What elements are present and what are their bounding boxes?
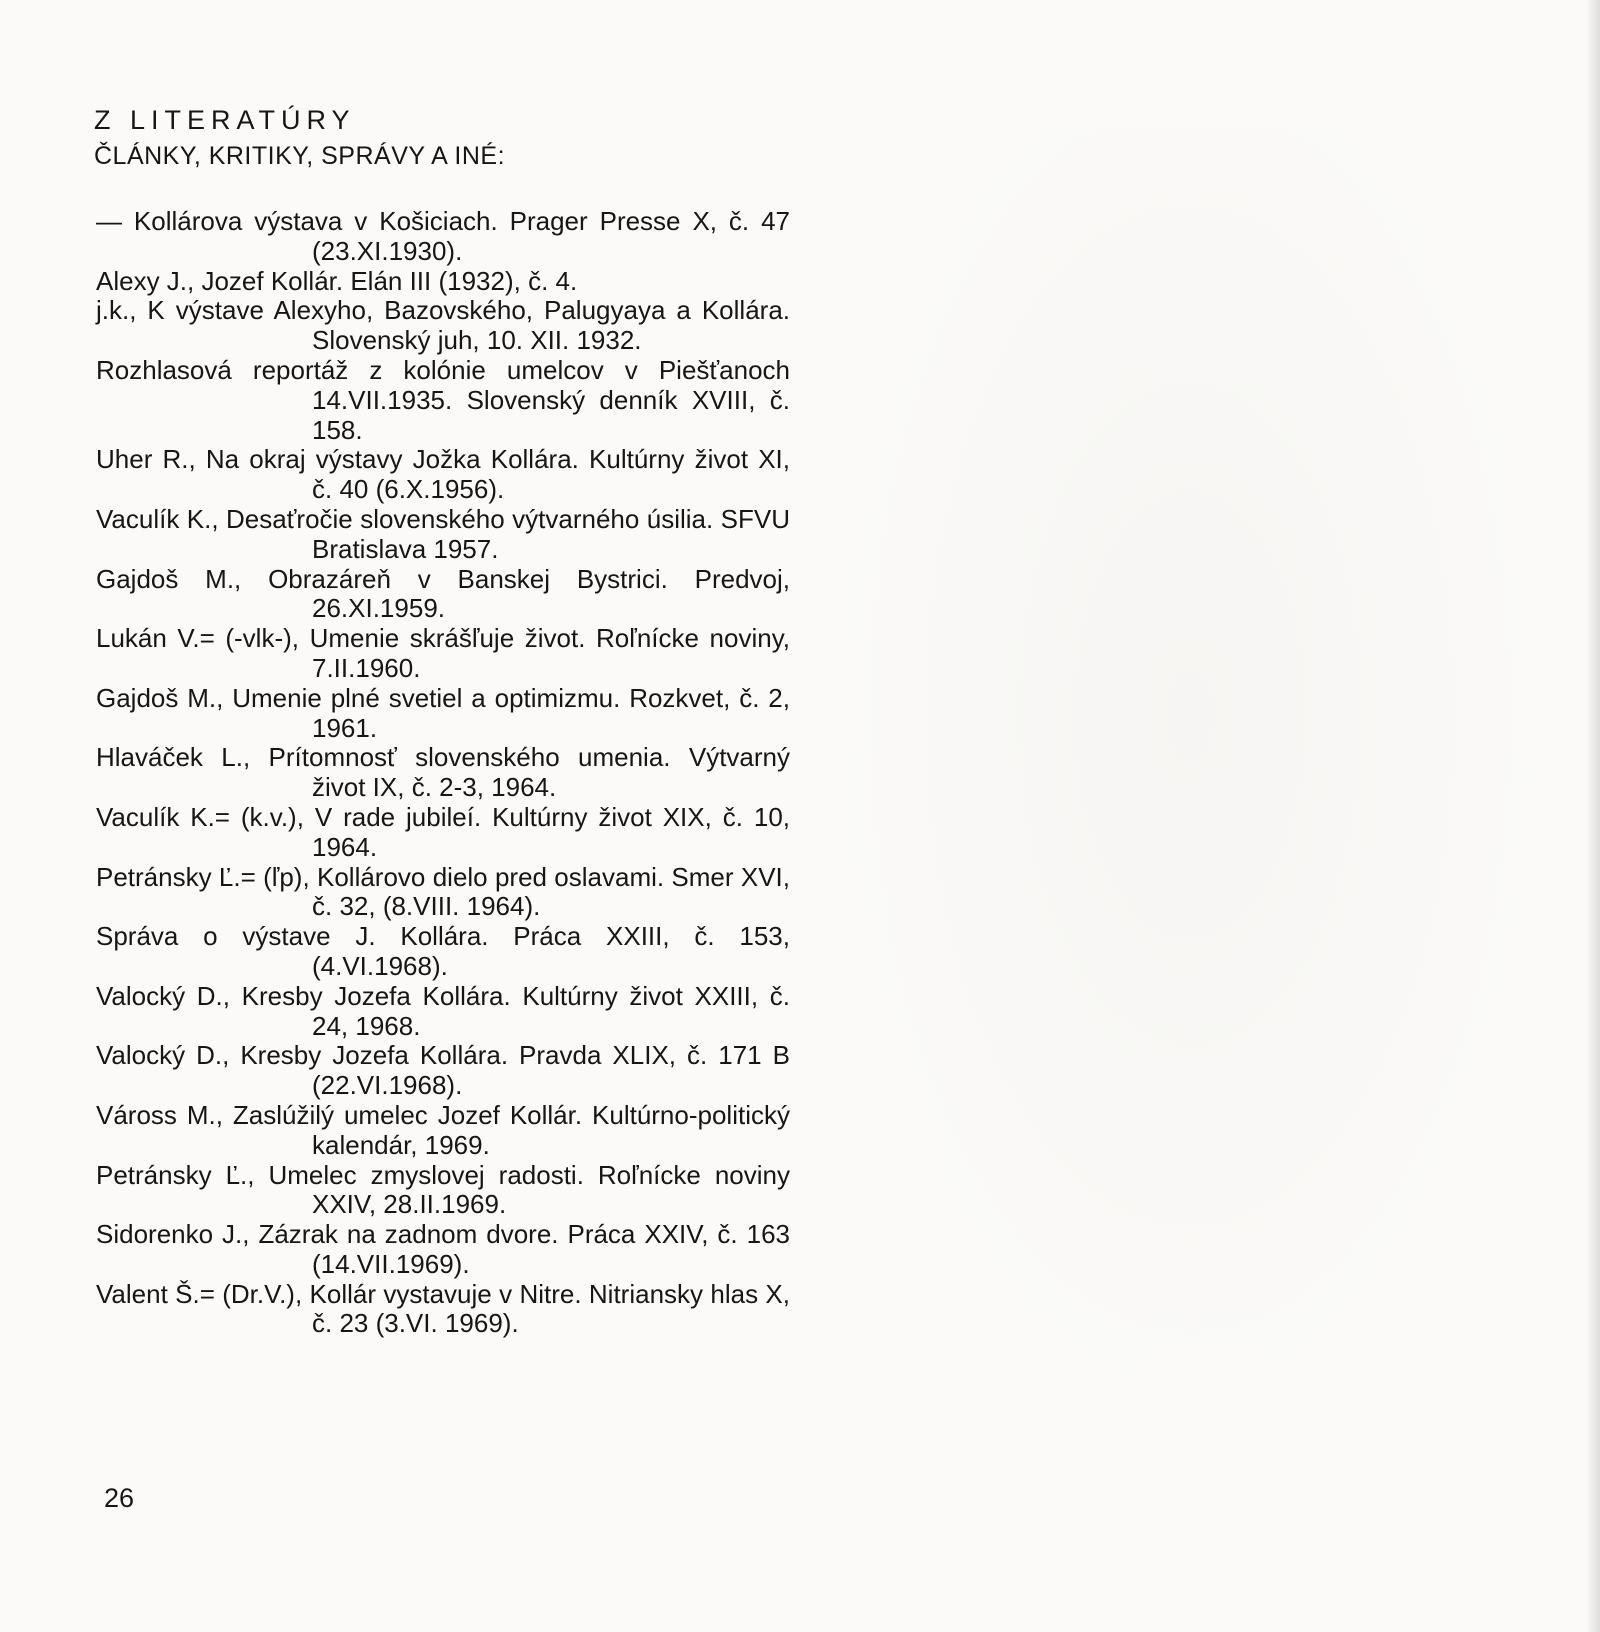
bibliography-entry-11: Vaculík K.= (k.v.), V rade jubileí. Kultúrny život XIX, č. 10, 1964. (96, 801, 790, 862)
show-through-area (820, 130, 1560, 1430)
bibliography-entry-3: j.k., K výstave Alexyho, Bazovského, Palugyaya a Kollára. Slovenský juh, 10. XII. 1932. (96, 295, 790, 356)
bibliography-entry-14: Valocký D., Kresby Jozefa Kollára. Kultúrny život XXIII, č. 24, 1968. (96, 980, 790, 1041)
bibliography-entry-17: Petránsky Ľ., Umelec zmyslovej radosti. Roľnícke noviny XXIV, 28.II.1969. (96, 1159, 790, 1220)
bibliography-entry-6: Vaculík K., Desaťročie slovenského výtvarného úsilia. SFVU Bratislava 1957. (96, 503, 790, 564)
bibliography-entry-10: Hlaváček L., Prítomnosť slovenského umenia. Výtvarný život IX, č. 2-3, 1964. (96, 742, 790, 803)
bibliography-entry-1: — Kollárova výstava v Košiciach. Prager Presse X, č. 47 (23.XI.1930). (96, 206, 790, 266)
bibliography-entry-9: Gajdoš M., Umenie plné svetiel a optimizmu. Rozkvet, č. 2, 1961. (96, 682, 790, 743)
section-subtitle: ČLÁNKY, KRITIKY, SPRÁVY A INÉ: (94, 142, 506, 170)
bibliography-entry-19: Valent Š.= (Dr.V.), Kollár vystavuje v Nitre. Nitriansky hlas X, č. 23 (3.VI. 1969). (96, 1278, 790, 1339)
bibliography-entry-15: Valocký D., Kresby Jozefa Kollára. Pravda XLIX, č. 171 B (22.VI.1968). (96, 1040, 790, 1101)
bibliography-entry-2: Alexy J., Jozef Kollár. Elán III (1932), č. 4. (96, 265, 578, 296)
bibliography-entry-5: Uher R., Na okraj výstavy Jožka Kollára. Kultúrny život XI, č. 40 (6.X.1956). (96, 444, 790, 505)
bibliography-entry-8: Lukán V.= (-vlk-), Umenie skrášľuje život. Roľnícke noviny, 7.II.1960. (96, 623, 790, 683)
bibliography-entry-13: Správa o výstave J. Kollára. Práca XXIII, č. 153, (4.VI.1968). (96, 921, 790, 981)
bibliography-entry-12: Petránsky Ľ.= (ľp), Kollárovo dielo pred oslavami. Smer XVI, č. 32, (8.VIII. 1964). (96, 861, 790, 922)
bibliography-entry-18: Sidorenko J., Zázrak na zadnom dvore. Práca XXIV, č. 163 (14.VII.1969). (96, 1219, 790, 1279)
bibliography-entry-16: Váross M., Zaslúžilý umelec Jozef Kollár. Kultúrno-politický kalendár, 1969. (96, 1099, 790, 1160)
page-number: 26 (104, 1483, 135, 1513)
bibliography-entry-7: Gajdoš M., Obrazáreň v Banskej Bystrici. Predvoj, 26.XI.1959. (96, 563, 790, 624)
bibliography-entry-4: Rozhlasová reportáž z kolónie umelcov v Piešťanoch 14.VII.1935. Slovenský denník XVIII, č. 158. (96, 354, 790, 445)
bibliography-list (96, 207, 790, 1339)
page-edge-shadow (1586, 0, 1600, 1632)
section-title: Z LITERATÚRY (94, 105, 356, 135)
